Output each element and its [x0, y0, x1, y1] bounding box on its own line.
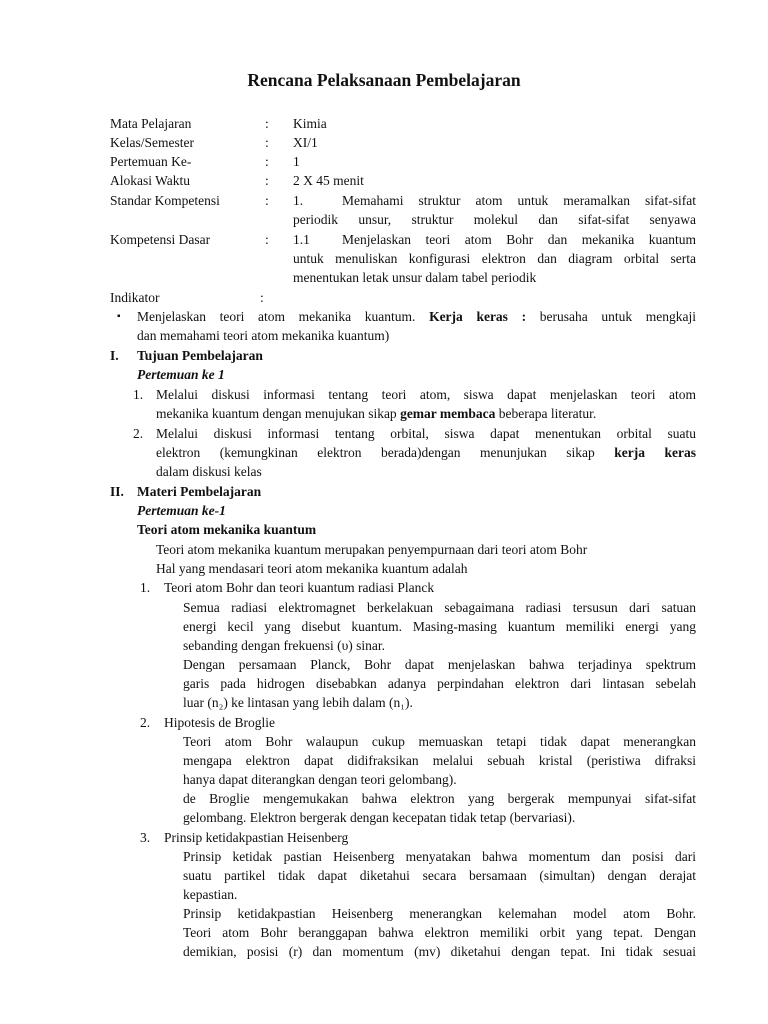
info-text-line: untuk menuliskan konfigurasi elektron dan diagram orbital serta [293, 251, 696, 266]
paragraph-line: mengapa elektron dapat didifraksikan melalui sebuah kristal (peristiwa difraksi [183, 753, 696, 768]
paragraph-line: Prinsip ketidakpastian Heisenberg menerangkan kelemahan model atom Bohr. [183, 906, 696, 921]
indikator-line [137, 307, 696, 326]
section-number: I. [110, 348, 119, 363]
section-number: II. [110, 484, 124, 499]
list-item-line [156, 443, 696, 462]
info-colon: : [265, 116, 269, 131]
indikator-colon: : [260, 290, 264, 305]
list-text: elektron (kemungkinan elektron berada)dengan menunjukan sikap [156, 445, 595, 460]
info-value: 2 X 45 menit [293, 173, 364, 188]
list-item-line: Melalui diskusi informasi tentang teori atom, siswa dapat menjelaskan teori atom [156, 387, 696, 402]
info-label: Standar Kompetensi [110, 193, 220, 208]
point-title: Hipotesis de Broglie [164, 715, 275, 730]
paragraph-line: suatu partikel tidak dapat diketahui secara bersamaan (simultan) dengan derajat [183, 868, 696, 883]
list-item-line [156, 404, 596, 423]
paragraph-line: Teori atom Bohr beranggapan bahwa elektron memiliki orbit yang tepat. Dengan [183, 925, 696, 940]
list-item-line: Melalui diskusi informasi tentang orbital, siswa dapat menentukan orbital suatu [156, 426, 696, 441]
paragraph-line: energi kecil yang disebut kuantum. Masing-masing kuantum memiliki energi yang [183, 619, 696, 634]
bullet-icon: ▪ [117, 311, 121, 322]
info-label: Alokasi Waktu [110, 173, 191, 188]
intro-line: Teori atom mekanika kuantum merupakan penyempurnaan dari teori atom Bohr [156, 542, 588, 557]
section-heading: Materi Pembelajaran [137, 484, 262, 499]
point-title: Prinsip ketidakpastian Heisenberg [164, 830, 349, 845]
info-text-line: Memahami struktur atom untuk meramalkan sifat-sifat [342, 193, 696, 208]
paragraph-line: de Broglie mengemukakan bahwa elektron yang bergerak mempunyai sifat-sifat [183, 791, 696, 806]
indikator-line: dan memahami teori atom mekanika kuantum) [137, 328, 390, 343]
indikator-text: Menjelaskan teori atom mekanika kuantum. [137, 309, 416, 324]
point-number: 3. [140, 830, 151, 845]
section-subheading: Pertemuan ke 1 [137, 367, 225, 382]
intro-line: Hal yang mendasari teori atom mekanika kuantum adalah [156, 561, 468, 576]
info-number: 1. [293, 193, 304, 208]
info-label: Kompetensi Dasar [110, 232, 211, 247]
point-title: Teori atom Bohr dan teori kuantum radiasi Planck [164, 580, 435, 595]
paragraph-line: gelombang. Elektron bergerak dengan kecepatan tidak tetap (bervariasi). [183, 810, 576, 825]
list-item-line: dalam diskusi kelas [156, 464, 262, 479]
list-text: mekanika kuantum dengan menujukan sikap [156, 406, 397, 421]
point-number: 1. [140, 580, 151, 595]
info-colon: : [265, 135, 269, 150]
point-number: 2. [140, 715, 151, 730]
paragraph-line: kepastian. [183, 887, 238, 902]
paragraph-line: Prinsip ketidak pastian Heisenberg menyatakan bahwa momentum dan posisi dari [183, 849, 696, 864]
info-value: 1 [293, 154, 300, 169]
info-colon: : [265, 232, 269, 247]
info-colon: : [265, 154, 269, 169]
section-subheading: Pertemuan ke-1 [137, 503, 226, 518]
list-number: 2. [133, 426, 144, 441]
info-label: Mata Pelajaran [110, 116, 192, 131]
info-label: Pertemuan Ke- [110, 154, 192, 169]
paragraph-line: luar (n₂) ke lintasan yang lebih dalam (n₁). [183, 695, 413, 710]
paragraph-line: Teori atom Bohr walaupun cukup memuaskan tetapi tidak dapat menerangkan [183, 734, 696, 749]
paragraph-line: garis pada hidrogen disebabkan adanya perpindahan elektron dari lintasan sebelah [183, 676, 696, 691]
paragraph-line: sebanding dengan frekuensi (υ) sinar. [183, 638, 385, 653]
list-emphasis: gemar membaca [400, 406, 496, 421]
info-text-line: Menjelaskan teori atom Bohr dan mekanika kuantum [342, 232, 696, 247]
indikator-emphasis: Kerja keras : [429, 309, 527, 324]
info-value: Kimia [293, 116, 327, 131]
info-label: Kelas/Semester [110, 135, 194, 150]
info-text-line: periodik unsur, struktur molekul dan sifat-sifat senyawa [293, 212, 696, 227]
paragraph-line: hanya dapat diterangkan dengan teori gelombang). [183, 772, 457, 787]
indikator-text: berusaha untuk mengkaji [539, 309, 697, 324]
info-colon: : [265, 193, 269, 208]
info-value: XI/1 [293, 135, 318, 150]
paragraph-line: demikian, posisi (r) dan momentum (mv) diketahui dengan tepat. Ini tidak sesuai [183, 944, 696, 959]
section-heading: Tujuan Pembelajaran [137, 348, 263, 363]
info-colon: : [265, 173, 269, 188]
info-text-line: menentukan letak unsur dalam tabel periodik [293, 270, 537, 285]
info-number: 1.1 [293, 232, 310, 247]
topic-heading: Teori atom mekanika kuantum [137, 522, 317, 537]
list-number: 1. [133, 387, 144, 402]
indikator-label: Indikator [110, 290, 160, 305]
paragraph-line: Semua radiasi elektromagnet berkelakuan sebagaimana radiasi tersusun dari satuan [183, 600, 696, 615]
page-title: Rencana Pelaksanaan Pembelajaran [247, 70, 521, 90]
paragraph-line: Dengan persamaan Planck, Bohr dapat menjelaskan bahwa terjadinya spektrum [183, 657, 696, 672]
list-text: beberapa literatur. [498, 406, 597, 421]
list-emphasis: kerja keras [614, 445, 697, 460]
